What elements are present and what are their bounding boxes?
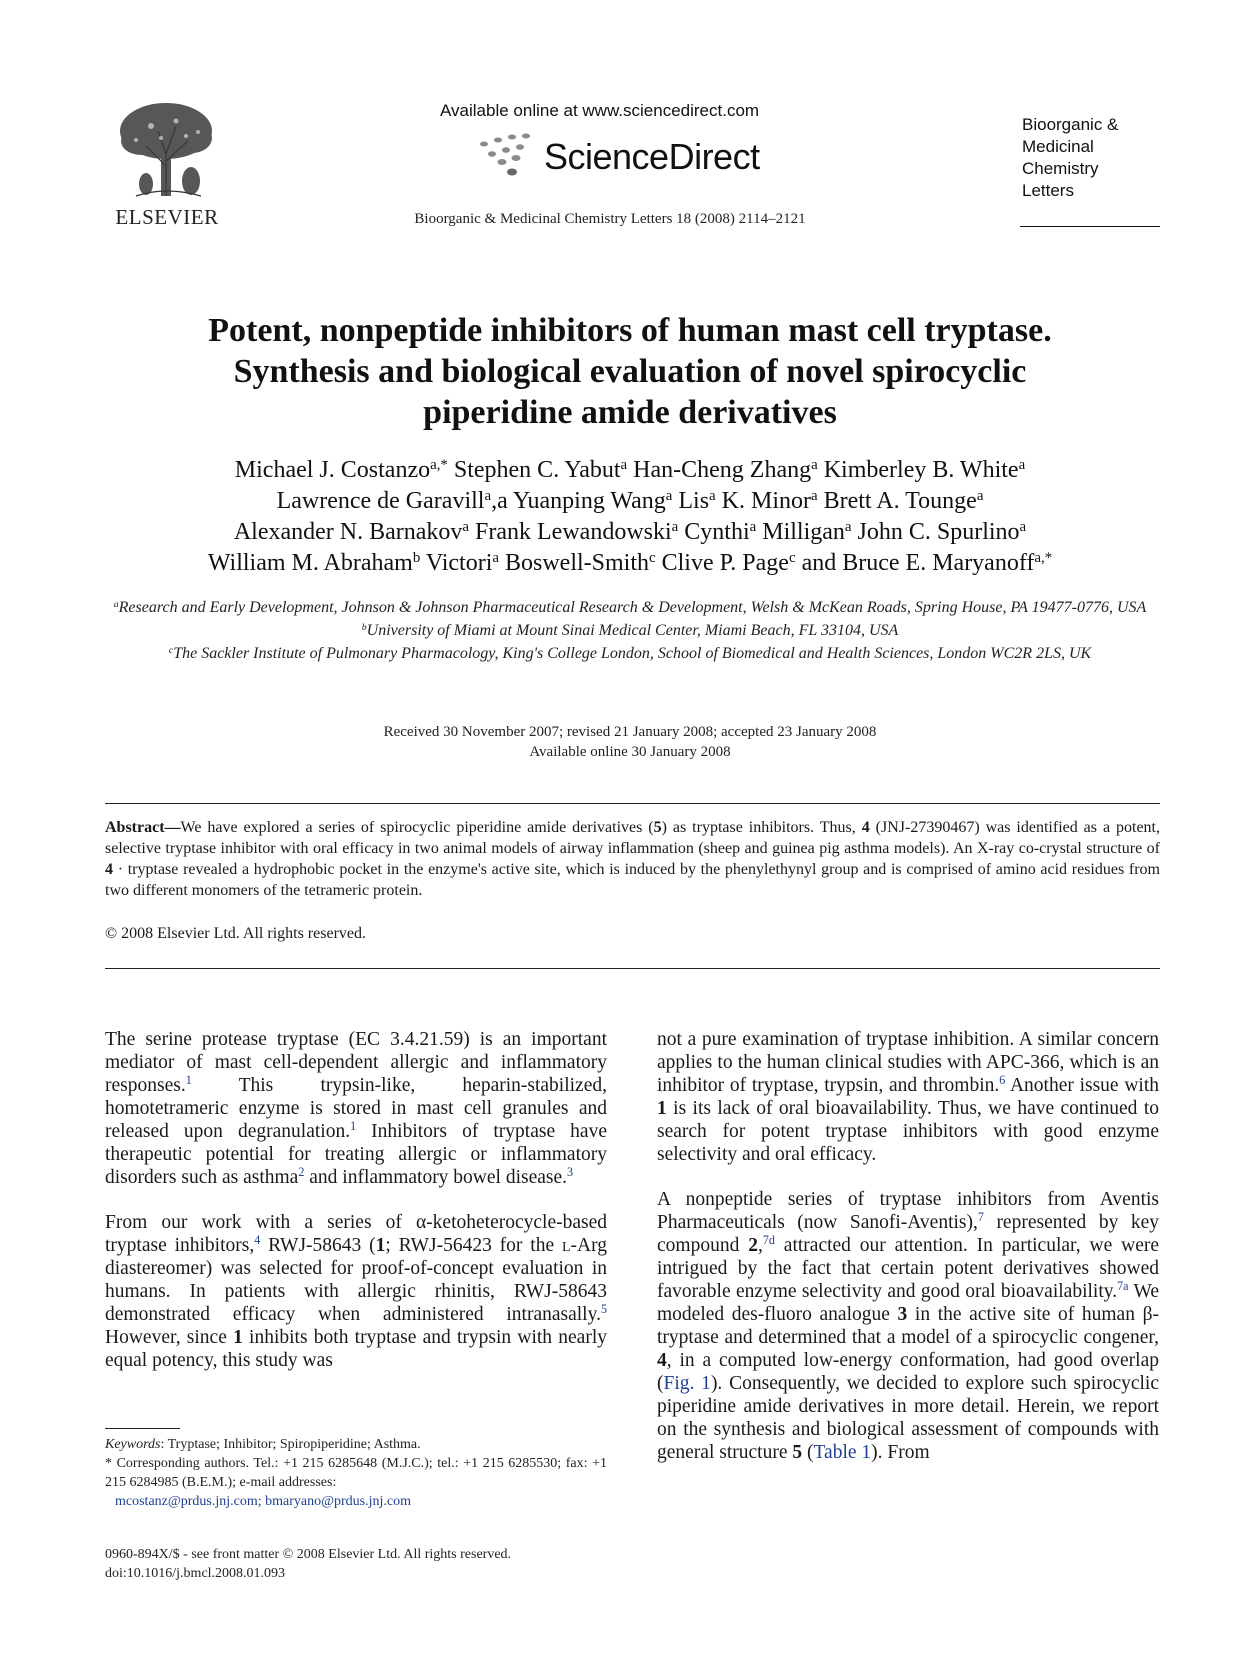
journal-name-underline [1020,226,1160,227]
abstract-text: We have explored a series of spirocyclic piperidine amide derivatives (5) as tryptase inhibitors. Thus, 4 (JNJ-27390467) was identified as a potent, selective tryptase inhibitor with oral efficacy in two animal models of airway inflammation (sheep and guinea pig asthma models). An X-ray co-crystal structure of 4 · tryptase revealed a hydrophobic pocket in the enzyme's active site, which is induced by the phenylethynyl group and is comprised of amino acid residues from two different monomers of the tetrameric protein. [105,819,1160,899]
affiliation-a: $^a$Research and Early Development, Johnson & Johnson Pharmaceutical Research & Development, Welsh & McKean Roads, Spring House, PA 19477-0776, USA [113,598,1147,616]
journal-name-line: Chemistry [1022,159,1099,178]
title-line: piperidine amide derivatives [423,394,837,431]
author-line: Alexander N. Barnakov$^a$ Frank Lewandowski$^a$ Cynthi$^a$ Milligan$^a$ John C. Spurlino$^a$ [233,518,1027,545]
keywords [105,1435,607,1454]
corresponding-authors: * Corresponding authors. Tel.: +1 215 6285648 (M.J.C.); tel.: +1 215 6285530; fax: +1 215 6284985 (B.E.M.); e-mail addresses: [105,1456,607,1490]
abstract: Abstract—We have explored a series of spirocyclic piperidine amide derivatives (5) as tryptase inhibitors. Thus, 4 (JNJ-27390467) was identified as a potent, selective tryptase inhibitor with oral efficacy in two animal models of airway inflammation (sheep and guinea pig asthma models). An X-ray co-crystal structure of 4 · tryptase revealed a hydrophobic pocket in the enzyme's active site, which is induced by the phenylethynyl group and is comprised of amino acid residues from two different monomers of the tetrameric protein. [105,819,1160,899]
journal-name-line: Letters [1022,181,1074,200]
keywords-text: : Tryptase; Inhibitor; Spiropiperidine; Asthma. [160,1437,421,1452]
journal-name [1022,114,1162,202]
sciencedirect-logo[interactable] [474,132,774,182]
email-links[interactable]: mcostanz@prdus.jnj.com; bmaryano@prdus.jnj.com [115,1494,412,1509]
journal-name-line: Medicinal [1022,137,1094,156]
paper-title [100,310,1160,433]
issn-doi [105,1545,511,1583]
publisher-name: ELSEVIER [115,205,219,229]
abstract-label: Abstract [105,819,165,836]
body-paragraph: A nonpeptide series of tryptase inhibitors from Aventis Pharmaceuticals (now Sanofi-Aventis),$^7$ represented by key compound 2,$^{7d}$ attracted our attention. In particular, we were intrigued by the fact that certain potent derivatives showed favorable enzyme selectivity and good oral bioavailability.$^{7a}$ We modeled des-fluoro analogue 3 in the active site of human β-tryptase and determined that a model of a spirocyclic congener, 4, in a computed low-energy conformation, had good overlap (Fig. 1). Consequently, we decided to explore such spirocyclic piperidine amide derivatives in more detail. Herein, we report on the synthesis and biological assessment of compounds with general structure 5 (Table 1). From [657,1189,1160,1463]
body-left-column [105,1028,607,1394]
body-right-column [657,1028,1159,1486]
footnotes [105,1435,607,1511]
affiliation-b: $^b$University of Miami at Mount Sinai Medical Center, Miami Beach, FL 33104, USA [361,621,899,639]
affiliations [100,596,1160,665]
author-line: William M. Abraham$^b$ Victori$^a$ Boswell-Smith$^c$ Clive P. Page$^c$ and Bruce E. Maryanoff$^{a,*}$ [207,549,1053,576]
sciencedirect-dots-icon [474,132,544,180]
sciencedirect-wordmark: ScienceDirect [544,136,760,177]
tree-emblem-icon [106,96,226,204]
issn-line: 0960-894X/$ - see front matter © 2008 Elsevier Ltd. All rights reserved. [105,1547,512,1562]
body-paragraph: From our work with a series of α-ketoheterocycle-based tryptase inhibitors,$^4$ RWJ-58643 (1; RWJ-56423 for the l-Arg diastereomer) was selected for proof-of-concept evaluation in humans. In patients with allergic rhinitis, RWJ-58643 demonstrated efficacy when administered intranasally.$^5$ However, since 1 inhibits both tryptase and trypsin with nearly equal potency, this study was [105,1212,607,1371]
journal-citation: Bioorganic & Medicinal Chemistry Letters 18 (2008) 2114–2121 [414,211,806,227]
keywords-label: Keywords [105,1437,161,1452]
footnote-rule [105,1428,180,1429]
author-list [90,455,1170,579]
doi-line[interactable]: doi:10.1016/j.bmcl.2008.01.093 [105,1566,286,1581]
abstract-bottom-rule [105,968,1160,969]
online-date: Available online 30 January 2008 [529,744,731,760]
title-line: Potent, nonpeptide inhibitors of human mast cell tryptase. [208,312,1052,349]
title-line: Synthesis and biological evaluation of novel spirocyclic [233,353,1027,390]
article-history [100,722,1160,762]
body-paragraph: The serine protease tryptase (EC 3.4.21.59) is an important mediator of mast cell-dependent allergic and inflammatory responses.$^1$ This trypsin-like, heparin-stabilized, homotetrameric enzyme is stored in mast cell granules and released upon degranulation.$^1$ Inhibitors of tryptase have therapeutic potential for treating allergic or inflammatory disorders such as asthma$^2$ and inflammatory bowel disease.$^3$ [105,1029,607,1188]
abstract-top-rule [105,803,1160,804]
abstract-copyright: © 2008 Elsevier Ltd. All rights reserved. [105,925,366,942]
available-online-link[interactable]: Available online at www.sciencedirect.com [440,101,760,120]
affiliation-c: $^c$The Sackler Institute of Pulmonary Pharmacology, King's College London, School of Biomedical and Health Sciences, London WC2R 2LS, UK [168,644,1092,662]
received-dates: Received 30 November 2007; revised 21 January 2008; accepted 23 January 2008 [383,724,877,740]
journal-name-line: Bioorganic & [1022,115,1119,134]
author-line: Lawrence de Garavill$^a$,a Yuanping Wang$^a$ Lis$^a$ K. Minor$^a$ Brett A. Tounge$^a$ [276,487,984,514]
body-paragraph: not a pure examination of tryptase inhibition. A similar concern applies to the human clinical studies with APC-366, which is an inhibitor of tryptase, trypsin, and thrombin.$^6$ Another issue with 1 is its lack of oral bioavailability. Thus, we have continued to search for potent tryptase inhibitors with good enzyme selectivity and oral efficacy. [657,1029,1159,1165]
author-line: Michael J. Costanzo$^{a,*}$ Stephen C. Yabut$^a$ Han-Cheng Zhang$^a$ Kimberley B. White$^a$ [234,456,1026,483]
